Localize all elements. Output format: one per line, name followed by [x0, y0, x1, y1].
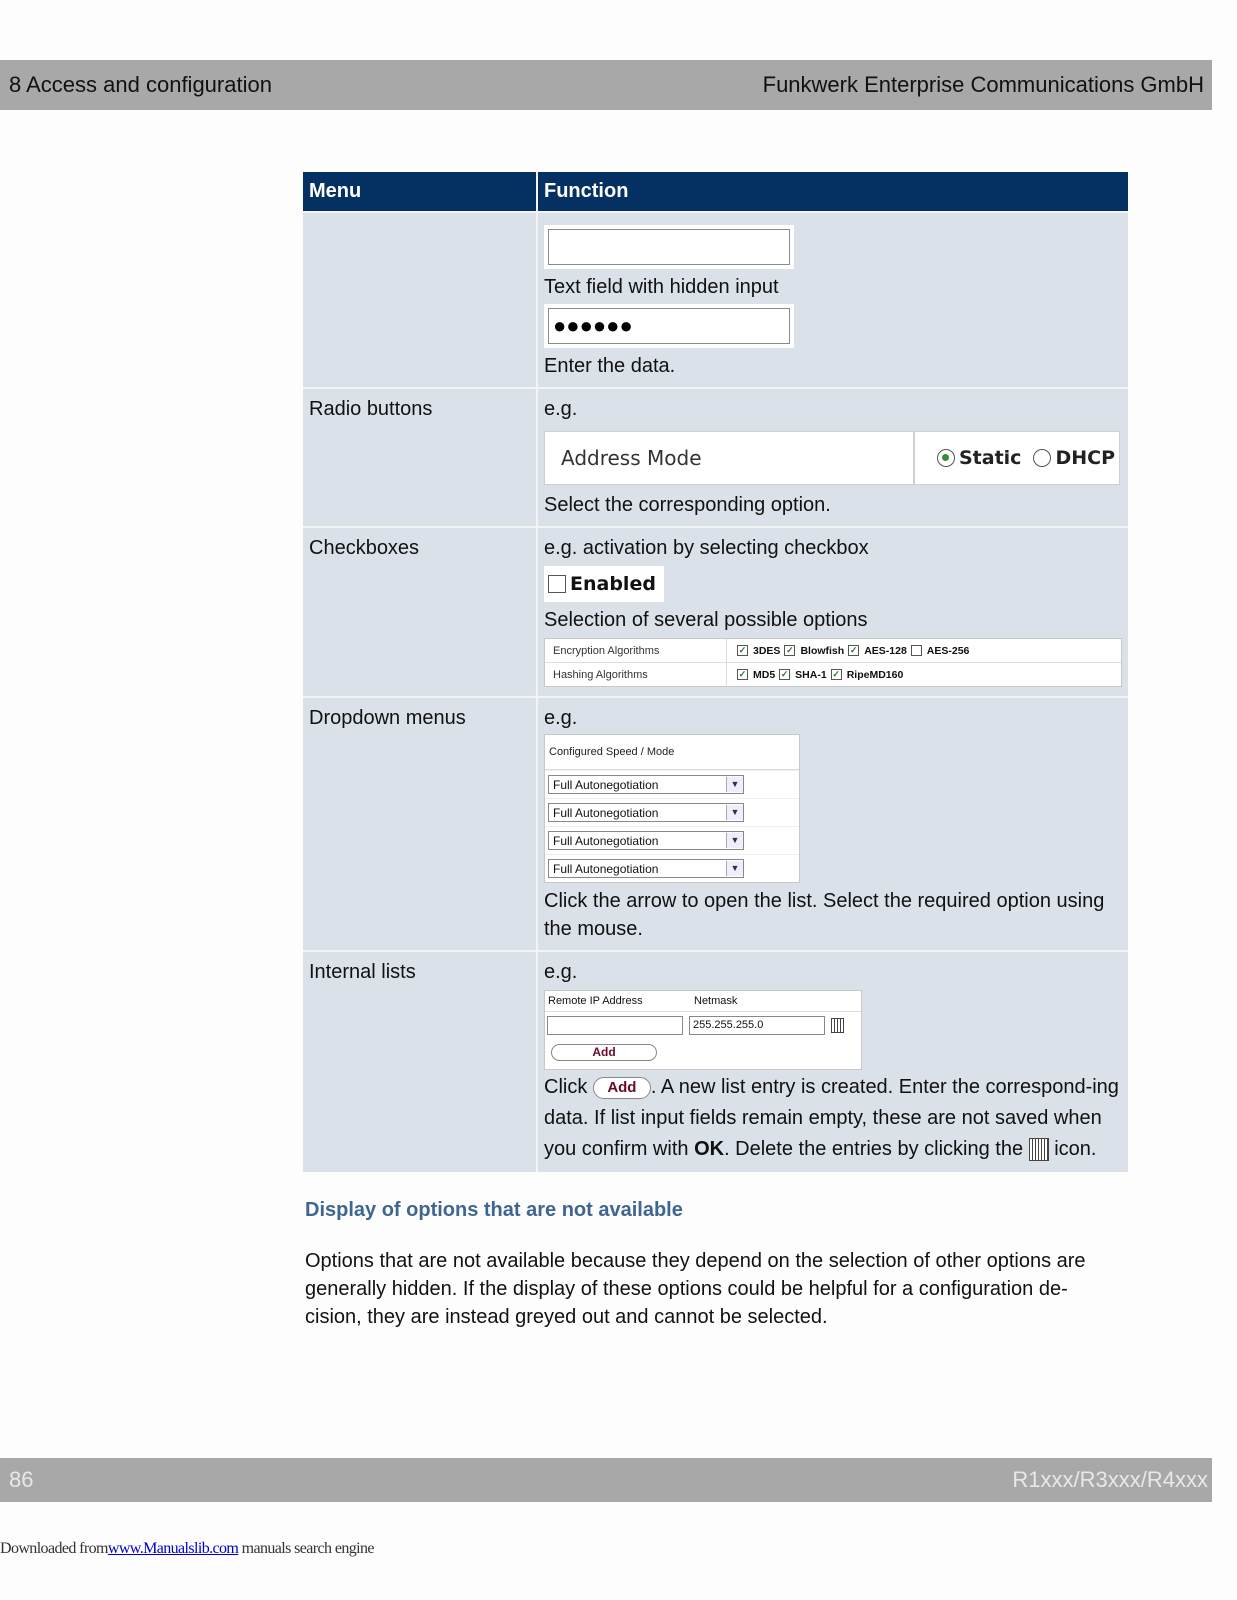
add-button[interactable]: Add	[551, 1044, 657, 1061]
dropdown-value: Full Autonegotiation	[553, 833, 659, 848]
hashing-row	[545, 662, 1121, 686]
radio-description: Select the corresponding option.	[544, 494, 831, 516]
hidden-input-value: ●●●●●●	[548, 308, 790, 344]
column-header-menu: Menu	[303, 172, 537, 212]
page-footer	[0, 1458, 1212, 1502]
function-cell	[537, 527, 1128, 697]
eg-text: e.g.	[544, 961, 578, 983]
radio-static-label: Static	[959, 447, 1022, 469]
checkbox-checked[interactable]: ✓	[786, 645, 794, 655]
checkbox[interactable]	[548, 575, 566, 593]
dropdown-select[interactable]	[548, 803, 744, 822]
function-cell	[537, 212, 1128, 388]
table-row-text-field	[303, 212, 1128, 388]
page-number: 86	[9, 1467, 34, 1492]
list-description	[544, 1072, 1122, 1165]
option-label: RipeMD160	[846, 668, 904, 681]
checkbox-unchecked[interactable]	[911, 645, 922, 656]
list-entry	[545, 1012, 861, 1038]
dropdown-description: Click the arrow to open the list. Select the required option using the mouse.	[544, 890, 1105, 940]
dropdown-select[interactable]	[548, 831, 744, 850]
table-row-checkbox	[303, 527, 1128, 697]
dropdown-select[interactable]	[548, 775, 744, 794]
menu-cell: Internal lists	[303, 951, 537, 1172]
option-label: 3DES	[753, 644, 781, 657]
hidden-input-label: Text field with hidden input	[544, 276, 779, 298]
page-header	[0, 60, 1212, 110]
download-note	[0, 1540, 374, 1558]
model-number: R1xxx/R3xxx/R4xxx	[1012, 1467, 1208, 1492]
dropdown-select[interactable]	[548, 859, 744, 878]
eg-text: e.g. activation by selecting checkbox	[544, 537, 869, 559]
encryption-label: Encryption Algorithms	[545, 639, 727, 662]
dropdown-value: Full Autonegotiation	[553, 805, 659, 820]
text-field-example[interactable]	[544, 225, 794, 269]
list-desc-part1: . A new list entry is created. Enter the correspond-ing data. If list input fields remain empty, these are not saved when you confirm with	[544, 1076, 1119, 1160]
address-mode-label: Address Mode	[545, 432, 915, 484]
enter-data-text: Enter the data.	[544, 355, 676, 377]
radio-dhcp-label: DHCP	[1055, 447, 1115, 469]
chevron-down-icon[interactable]: ▼	[726, 833, 743, 848]
download-suffix: manuals search engine	[238, 1540, 374, 1557]
checkbox-checked[interactable]: ✓	[849, 645, 858, 655]
enabled-checkbox-example[interactable]	[544, 566, 664, 602]
multi-select-text: Selection of several possible options	[544, 609, 868, 631]
hashing-label: Hashing Algorithms	[545, 663, 727, 686]
checkbox-checked[interactable]: ✓	[780, 669, 789, 679]
function-cell	[537, 388, 1128, 527]
download-prefix: Downloaded from	[0, 1540, 108, 1557]
menu-cell: Radio buttons	[303, 388, 537, 527]
chapter-title: 8 Access and configuration	[9, 72, 272, 97]
radio-static[interactable]	[937, 449, 955, 467]
add-button-inline: Add	[593, 1077, 651, 1099]
dropdown-example	[544, 734, 800, 883]
hidden-input-example[interactable]	[544, 304, 794, 348]
enabled-label: Enabled	[570, 573, 656, 595]
col-remote-ip: Remote IP Address	[548, 994, 643, 1007]
chevron-down-icon[interactable]: ▼	[726, 861, 743, 876]
option-label: SHA-1	[795, 668, 827, 681]
option-label: Blowfish	[800, 644, 845, 657]
remote-ip-input[interactable]	[547, 1016, 683, 1035]
section-heading: Display of options that are not available	[305, 1199, 683, 1221]
menu-function-table	[303, 172, 1128, 1172]
option-label: AES-256	[926, 644, 970, 657]
netmask-input[interactable]: 255.255.255.0	[689, 1016, 825, 1035]
dropdown-header: Configured Speed / Mode	[545, 735, 799, 770]
dropdown-value: Full Autonegotiation	[553, 777, 659, 792]
radio-options	[915, 432, 1119, 484]
internal-list-example	[544, 990, 862, 1070]
table-row-list	[303, 951, 1128, 1172]
company-name: Funkwerk Enterprise Communications GmbH	[762, 72, 1204, 97]
hashing-options	[727, 661, 903, 689]
option-label: MD5	[753, 668, 776, 681]
dropdown-value: Full Autonegotiation	[553, 861, 659, 876]
list-header	[545, 991, 861, 1012]
algorithm-checkbox-example	[544, 638, 1122, 687]
manualslib-link[interactable]: www.Manualslib.com	[107, 1540, 239, 1557]
checkbox-checked[interactable]: ✓	[738, 645, 747, 655]
eg-text: e.g.	[544, 398, 578, 420]
menu-cell: Checkboxes	[303, 527, 537, 697]
table-row-dropdown	[303, 697, 1128, 951]
encryption-row	[545, 639, 1121, 662]
eg-text: e.g.	[544, 707, 578, 729]
radio-dhcp[interactable]	[1033, 449, 1051, 467]
checkbox-checked[interactable]: ✓	[738, 669, 747, 679]
ok-text: OK	[694, 1138, 725, 1160]
list-desc-part3: icon.	[1054, 1138, 1097, 1160]
list-desc-part2: . Delete the entries by clicking the	[724, 1138, 1024, 1160]
click-text: Click	[544, 1076, 588, 1098]
col-netmask: Netmask	[694, 994, 738, 1007]
menu-cell	[303, 212, 537, 388]
section-body: Options that are not available because they depend on the selection of other options are generally hidden. If the display of these options could be helpful for a configuration de-cision, they are instead greyed out and cannot be selected.	[305, 1250, 1086, 1328]
chevron-down-icon[interactable]: ▼	[726, 777, 743, 792]
trash-icon[interactable]	[831, 1018, 844, 1033]
function-cell	[537, 951, 1128, 1172]
chevron-down-icon[interactable]: ▼	[726, 805, 743, 820]
trash-icon	[1029, 1138, 1049, 1161]
checkbox-checked[interactable]: ✓	[832, 669, 840, 679]
function-cell	[537, 697, 1128, 951]
column-header-function: Function	[537, 172, 1128, 212]
option-label: AES-128	[864, 644, 907, 657]
menu-cell: Dropdown menus	[303, 697, 537, 951]
radio-example	[544, 431, 1120, 485]
table-row-radio	[303, 388, 1128, 527]
